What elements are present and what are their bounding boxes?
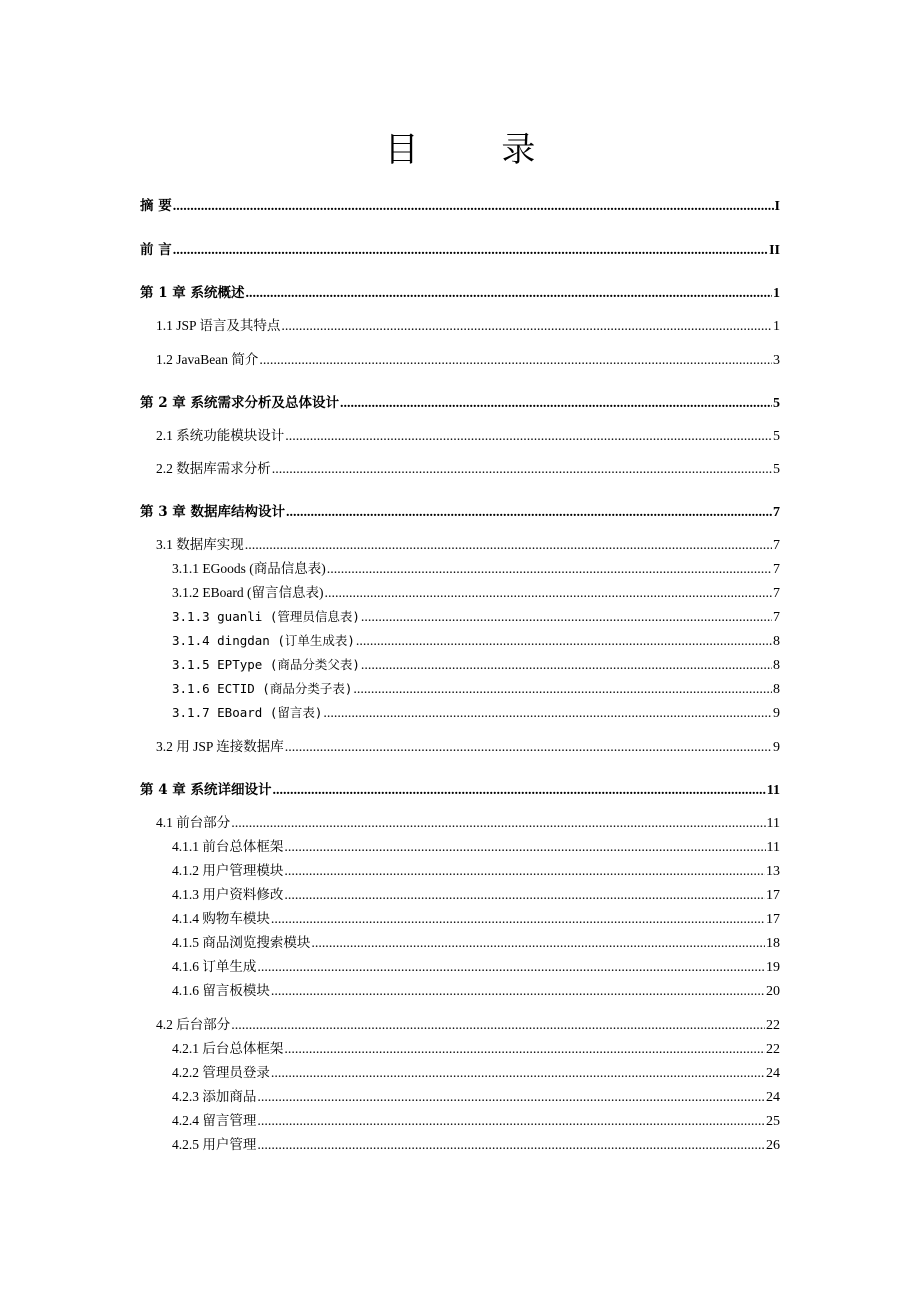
toc-entry (172, 861, 780, 881)
toc-entry-label: 4.2.5 用户管理 (172, 1137, 257, 1152)
toc-entry-label: 1.2 JavaBean 简介 (156, 352, 259, 367)
toc-entry (172, 631, 780, 651)
toc-entry-label: 4.2 后台部分 (156, 1017, 231, 1032)
toc-leader-dots (327, 560, 772, 580)
toc-entry-label: 4.1.4 购物车模块 (172, 911, 270, 926)
toc-leader-dots (285, 738, 772, 758)
toc-entry-label: 3.1.5 EPType (商品分类父表) (172, 657, 360, 672)
toc-entry-page-number: 11 (766, 816, 780, 831)
toc-entry-page-number: 7 (773, 610, 780, 625)
toc-entry (156, 459, 780, 479)
toc-entry-page-number: 26 (766, 1138, 780, 1153)
toc-entry-page-number: 25 (766, 1114, 780, 1129)
toc-entry (172, 679, 780, 699)
toc-entry-label: 1.1 JSP 语言及其特点 (156, 318, 281, 333)
toc-entry-page-number: 22 (766, 1018, 780, 1033)
toc-leader-dots (361, 656, 772, 676)
toc-entry-label: 4.1.6 留言板模块 (172, 983, 270, 998)
toc-entry-label: 4.2.1 后台总体框架 (172, 1041, 284, 1056)
toc-entry-label: 前 言 (140, 242, 172, 258)
toc-entry-label: 3.1.4 dingdan (订单生成表) (172, 633, 355, 648)
toc-entry (156, 350, 780, 370)
toc-entry-page-number: 7 (773, 505, 780, 520)
toc-entry-page-number: 1 (773, 319, 780, 334)
page-title: 目 录 (384, 130, 572, 170)
toc-leader-dots (271, 1064, 765, 1084)
toc-entry-label: 4.1.5 商品浏览搜索模块 (172, 935, 311, 950)
toc-entry-page-number: 5 (773, 462, 780, 477)
toc-entry-page-number: 9 (773, 740, 780, 755)
toc-entry-label: 4.2.4 留言管理 (172, 1113, 257, 1128)
toc-entry-label: 2.1 系统功能模块设计 (156, 428, 285, 443)
toc-leader-dots (245, 536, 772, 556)
toc-entry-page-number: 24 (766, 1090, 780, 1105)
toc-entry (156, 1015, 780, 1035)
toc-entry-label: 4.2.3 添加商品 (172, 1089, 257, 1104)
toc-leader-dots (257, 1136, 765, 1156)
toc-entry-label: 3.1.2 EBoard (留言信息表) (172, 585, 324, 600)
toc-leader-dots (281, 317, 772, 337)
toc-leader-dots (271, 982, 765, 1002)
toc-entry (172, 1087, 780, 1107)
toc-leader-dots (257, 958, 765, 978)
toc-entry-label: 3.1.6 ECTID (商品分类子表) (172, 681, 353, 696)
toc-entry-page-number: I (774, 199, 780, 214)
toc-leader-dots (173, 241, 768, 261)
toc-entry (172, 583, 780, 603)
toc-leader-dots (361, 608, 772, 628)
toc-leader-dots (272, 460, 772, 480)
toc-leader-dots (231, 1016, 765, 1036)
toc-entry (172, 655, 780, 675)
toc-entry-label: 3.1.7 EBoard (留言表) (172, 705, 323, 720)
toc-entry-label: 2.2 数据库需求分析 (156, 461, 271, 476)
toc-entry-page-number: II (769, 243, 780, 258)
toc-entry (172, 933, 780, 953)
toc-entry-page-number: 17 (766, 888, 780, 903)
toc-entry-page-number: 1 (773, 286, 780, 301)
toc-entry (156, 535, 780, 555)
toc-entry-page-number: 5 (773, 429, 780, 444)
toc-leader-dots (356, 632, 772, 652)
toc-entry-page-number: 8 (773, 634, 780, 649)
toc-entry-label: 第 3 章 数据库结构设计 (140, 504, 285, 520)
toc-entry (172, 1039, 780, 1059)
toc-leader-dots (271, 910, 765, 930)
toc-entry-page-number: 19 (766, 960, 780, 975)
toc-leader-dots (257, 1088, 765, 1108)
toc-entry (156, 737, 780, 757)
toc-entry-page-number: 22 (766, 1042, 780, 1057)
toc-entry (140, 502, 780, 522)
toc-entry-page-number: 5 (773, 396, 780, 411)
toc-entry-page-number: 7 (773, 562, 780, 577)
toc-leader-dots (173, 197, 774, 217)
toc-entry-page-number: 17 (766, 912, 780, 927)
toc-entry (156, 813, 780, 833)
toc-entry-label: 4.1 前台部分 (156, 815, 231, 830)
toc-entry (172, 837, 780, 857)
toc-entry (172, 885, 780, 905)
toc-entry-label: 摘 要 (140, 198, 172, 214)
toc-entry (140, 196, 780, 216)
toc-leader-dots (323, 704, 772, 724)
toc-entry-page-number: 11 (766, 840, 780, 855)
toc-leader-dots (311, 934, 765, 954)
toc-entry-label: 3.1.1 EGoods (商品信息表) (172, 561, 326, 576)
toc-entry-page-number: 7 (773, 586, 780, 601)
toc-entry (172, 559, 780, 579)
toc-leader-dots (273, 781, 766, 801)
toc-entry-page-number: 24 (766, 1066, 780, 1081)
toc-entry-label: 4.1.1 前台总体框架 (172, 839, 284, 854)
toc-entry (172, 1111, 780, 1131)
toc-entry-page-number: 11 (766, 783, 780, 798)
toc-entry-page-number: 18 (766, 936, 780, 951)
toc-entry-label: 第 4 章 系统详细设计 (140, 782, 272, 798)
toc-entry (172, 981, 780, 1001)
toc-leader-dots (257, 1112, 765, 1132)
toc-entry (172, 1063, 780, 1083)
toc-leader-dots (284, 838, 765, 858)
toc-entry-page-number: 13 (766, 864, 780, 879)
toc-entry-label: 3.1.3 guanli (管理员信息表) (172, 609, 360, 624)
toc-entry (140, 780, 780, 800)
toc-leader-dots (259, 351, 772, 371)
toc-entry (140, 240, 780, 260)
toc-leader-dots (353, 680, 772, 700)
toc-leader-dots (246, 284, 773, 304)
toc-entry (140, 393, 780, 413)
toc-entry-label: 3.2 用 JSP 连接数据库 (156, 739, 284, 754)
toc-entry-page-number: 3 (773, 353, 780, 368)
toc-entry-page-number: 9 (773, 706, 780, 721)
toc-leader-dots (340, 394, 772, 414)
toc-entry (172, 1135, 780, 1155)
toc-entry (156, 316, 780, 336)
toc-entry-page-number: 8 (773, 682, 780, 697)
toc-entry (172, 703, 780, 723)
toc-entry (156, 426, 780, 446)
toc-entry (172, 607, 780, 627)
toc-leader-dots (285, 427, 772, 447)
toc-entry-label: 4.1.2 用户管理模块 (172, 863, 284, 878)
toc-leader-dots (284, 862, 765, 882)
toc-entry-label: 3.1 数据库实现 (156, 537, 244, 552)
toc-entry-label: 4.2.2 管理员登录 (172, 1065, 270, 1080)
toc-leader-dots (284, 1040, 765, 1060)
toc-leader-dots (284, 886, 765, 906)
toc-entry-label: 第 2 章 系统需求分析及总体设计 (140, 395, 339, 411)
toc-entry-page-number: 20 (766, 984, 780, 999)
toc-leader-dots (231, 814, 765, 834)
toc-leader-dots (286, 503, 772, 523)
toc-entry-label: 4.1.6 订单生成 (172, 959, 257, 974)
toc-leader-dots (324, 584, 772, 604)
toc-entry-label: 第 1 章 系统概述 (140, 285, 245, 301)
toc-entry (172, 957, 780, 977)
toc-entry (172, 909, 780, 929)
toc-entry-label: 4.1.3 用户资料修改 (172, 887, 284, 902)
toc-entry (140, 283, 780, 303)
toc-entry-page-number: 7 (773, 538, 780, 553)
toc-entry-page-number: 8 (773, 658, 780, 673)
